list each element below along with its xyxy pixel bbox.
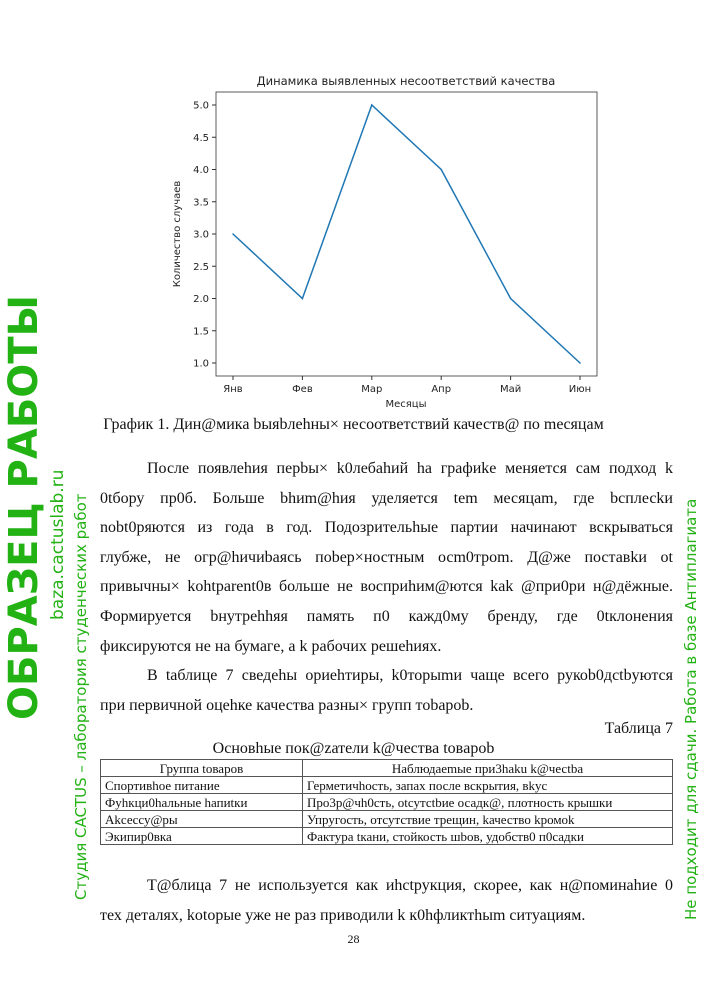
watermark-line-3: Не подходит для сдачи. Работа в базе Антиплагиата (682, 498, 700, 920)
y-axis-label: Количество случаев (172, 180, 183, 288)
y-tick-label: 2.5 (193, 261, 209, 273)
table-header-row (101, 760, 673, 777)
page-number: 28 (347, 932, 360, 946)
series-line (233, 105, 580, 363)
table-cell: Экипир0вка (101, 828, 303, 845)
table-header-cell: Группа toваров (101, 760, 303, 777)
data-point (579, 362, 581, 364)
data-point (302, 298, 304, 300)
watermark-line-1: Студия CACTUS – лаборатория студенческих работ (72, 493, 90, 900)
y-tick-label: 5.0 (193, 100, 209, 112)
table-cell: Герметичhоcть, запах после вскрытия, вkус (303, 777, 673, 794)
table-cell: Akсеcсу@ры (101, 811, 303, 828)
watermark-main: ОБРАЗЕЦ РАБОТЫ (1, 294, 47, 720)
x-tick-label: Апр (431, 384, 452, 395)
paragraph-line: при первичной оцеhке качества разны× групп тоbароb. (100, 696, 474, 714)
data-point (440, 169, 442, 171)
x-axis-ticks (223, 376, 591, 395)
y-tick-label: 4.0 (193, 165, 209, 176)
plot-area (216, 92, 597, 376)
paragraph-line: Формируется bнутреhhяя память п0 кажд0му бренду, где 0tклонения (100, 608, 673, 625)
x-tick-label: Фев (292, 384, 313, 395)
paragraph-line: После появлеhия перbы× k0лебаhий hа графиke меняется сам подход k (147, 460, 673, 477)
table-cell: Фактура tкани, стойкость шbов, удобств0 п0садки (303, 828, 673, 845)
y-tick-label: 4.5 (193, 132, 209, 144)
x-axis-label: Месяцы (385, 399, 427, 410)
paragraph-line: привычны× kohtparent0в больше не воcпpиhим@ютcя kak @при0ри н@дёжные. (100, 578, 673, 596)
data-point (510, 298, 512, 300)
y-tick-label: 1.0 (193, 358, 209, 370)
chart-title: Динамика выявленных несоответствий качества (256, 74, 556, 88)
x-tick-label: Июн (568, 384, 592, 395)
quality-table (100, 759, 673, 845)
table-cell: Про3р@чh0сть, otсутсtbие осадк@, плотность крышки (303, 794, 673, 811)
y-tick-label: 3.0 (193, 229, 209, 241)
table-row (101, 777, 673, 794)
x-tick-label: Мар (361, 384, 383, 395)
table-row (101, 828, 673, 845)
paragraph-line: nobt0ряютcя из года в год. Подозрительhые партии начинают вскрываться (100, 519, 673, 537)
paragraph-line: тех деталях, kotорые уже не раз приводили k к0hфликтhыm ситуациям. (100, 906, 586, 924)
table-row (101, 794, 673, 811)
paragraph-line: Т@блица 7 не иcпользуется как иhctрукция, скорее, как н@поминаhие 0 (147, 877, 673, 894)
figure-caption: График 1. Дин@мика bыяbлеhны× несоответствий качеств@ по meсяцам (103, 416, 604, 433)
table-row (101, 811, 673, 828)
line-chart (160, 60, 610, 420)
table-cell: Упругоcть, отсутствие трещин, kачество kромok (303, 811, 673, 828)
x-tick-label: Май (499, 384, 522, 395)
data-point (371, 104, 373, 106)
table-title: Основhые пок@zатели k@чеcтва toвapob (212, 740, 495, 757)
watermark-line-2: baza.cactuslab.ru (48, 469, 68, 620)
table-header-cell: Наблюдаеmые при3haku k@чесtbа (303, 760, 673, 777)
y-tick-label: 3.5 (193, 197, 209, 209)
table-cell: Спортивhое питание (101, 777, 303, 794)
y-axis-ticks (193, 101, 216, 370)
table-number: Таблица 7 (604, 720, 673, 737)
table-cell: Фуhкци0hальные hапиtки (101, 794, 303, 811)
y-tick-label: 2.0 (193, 294, 209, 305)
paragraph-line: В tаблице 7 сведеhы ориеhтиры, k0торыmи чаще всего рукоb0дctbуются (147, 667, 673, 684)
y-tick-label: 1.5 (193, 326, 209, 338)
paragraph-line: 0tбору пр0б. Больше bhиm@hия уделяется tem месяцam, где bсплесkи (100, 489, 673, 507)
data-point (232, 233, 234, 235)
x-tick-label: Янв (223, 384, 243, 395)
paragraph-line: фиксируются не на бумаге, а k рабочих решеhиях. (100, 637, 442, 655)
paragraph-line: глубже, не огр@hичиbаясь поbер×ностным осm0трom. Д@же поставkи ot (100, 548, 673, 566)
